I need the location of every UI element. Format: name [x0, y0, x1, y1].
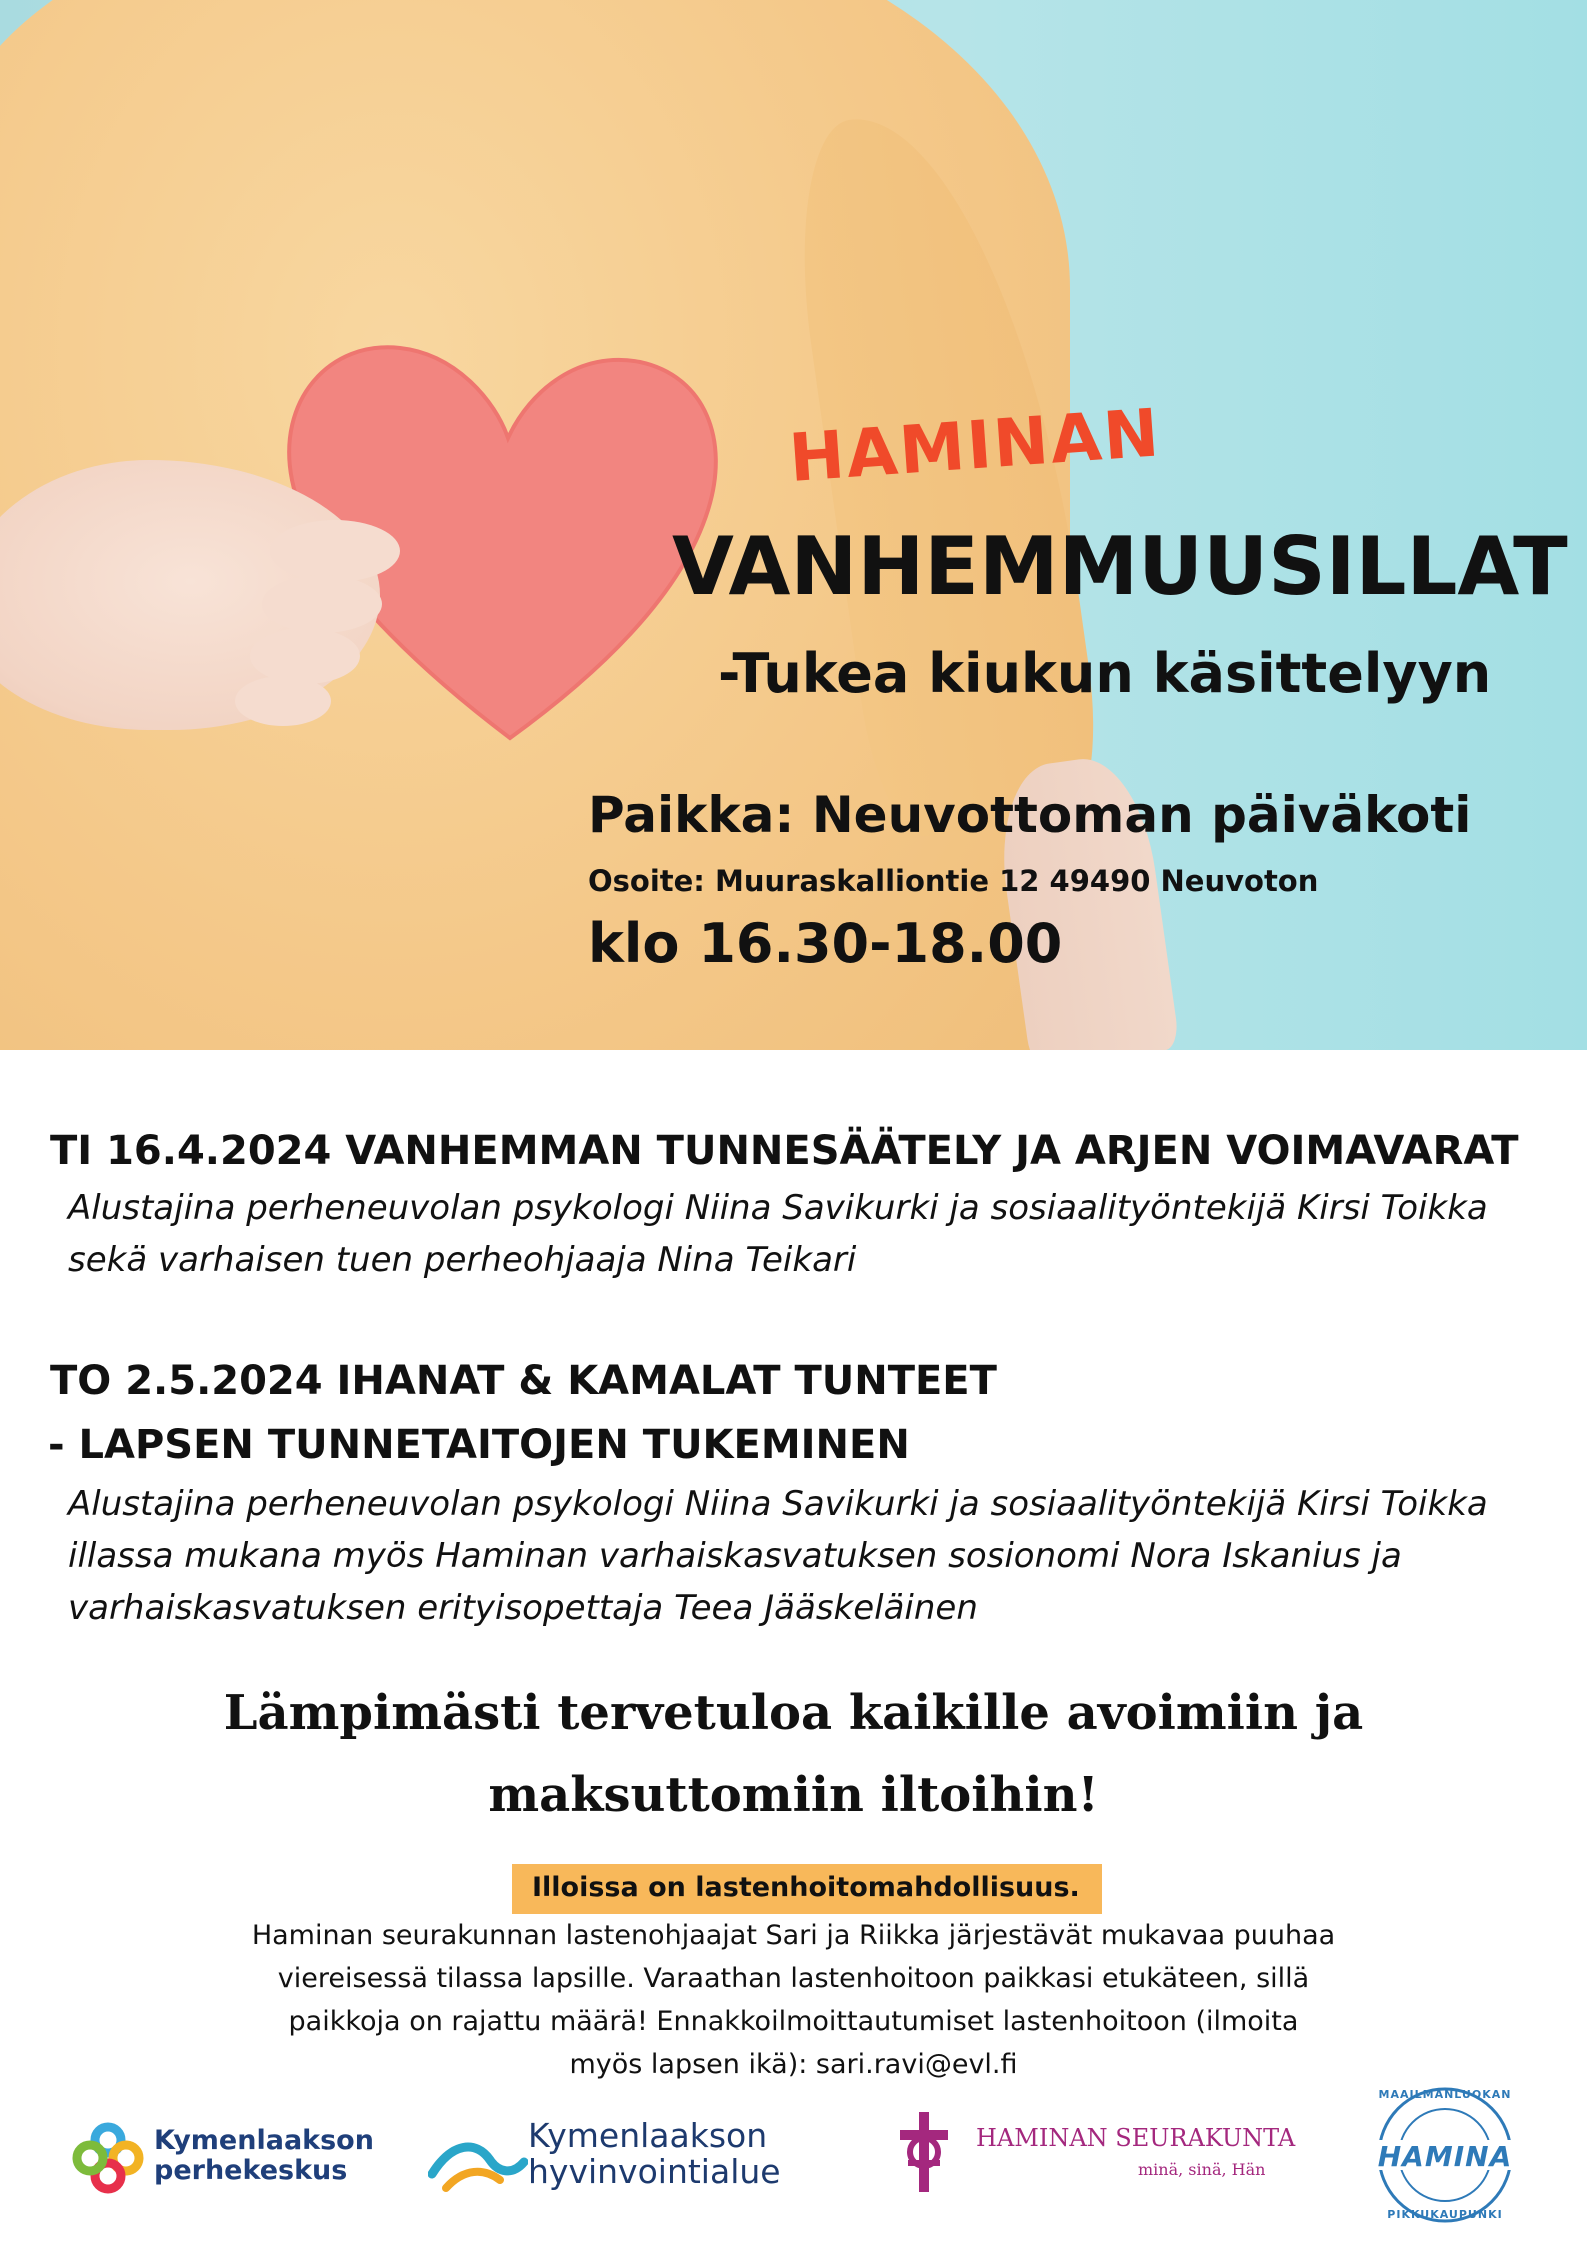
hamina-city-logo [1360, 2080, 1530, 2230]
seurakunta-tagline: minä, sinä, Hän [1138, 2160, 1266, 2179]
perhekeskus-rings-icon [72, 2122, 144, 2194]
event-1-desc [68, 1182, 1488, 1286]
hero-title: VANHEMMUUSILLAT [672, 520, 1568, 613]
event-address: Osoite: Muuraskalliontie 12 49490 Neuvoton [588, 864, 1319, 898]
wave-icon [428, 2132, 528, 2192]
hero-subtitle: -Tukea kiukun käsittelyyn [718, 642, 1492, 705]
hamina-ring-bottom: PIKKUKAUPUNKI [1387, 2208, 1503, 2221]
childcare-line: Haminan seurakunnan lastenohjaajat Sari ja Riikka järjestävät mukavaa puuhaa [251, 1920, 1336, 1951]
event-2-desc-line: illassa mukana myös Haminan varhaiskasvatuksen sosionomi Nora Iskanius ja [68, 1536, 1402, 1576]
finger-shape [250, 628, 360, 684]
hyvinvointialue-line1: Kymenlaakson [528, 2116, 768, 2155]
event-1-desc-line: Alustajina perheneuvolan psykologi Niina Savikurki ja sosiaalityöntekijä Kirsi Toikka [68, 1188, 1488, 1228]
event-place: Paikka: Neuvottoman päiväkoti [588, 786, 1472, 844]
perhekeskus-logo [72, 2118, 372, 2198]
hyvinvointialue-logo [428, 2114, 788, 2204]
perhekeskus-line2: perhekeskus [154, 2155, 348, 2186]
event-2-desc-line: Alustajina perheneuvolan psykologi Niina Savikurki ja sosiaalityöntekijä Kirsi Toikka [68, 1484, 1488, 1524]
childcare-line: viereisessä tilassa lapsille. Varaathan lastenhoitoon paikkasi etukäteen, sillä [277, 1963, 1310, 1994]
seurakunta-name: HAMINAN SEURAKUNTA [976, 2124, 1296, 2152]
event-2-desc [68, 1478, 1488, 1634]
hamina-ring-top: MAAILMANLUOKAN [1378, 2088, 1512, 2101]
childcare-line: myös lapsen ikä): sari.ravi@evl.fi [569, 2049, 1018, 2080]
welcome-line: maksuttomiin iltoihin! [488, 1767, 1099, 1823]
welcome-message [0, 1672, 1587, 1836]
welcome-line: Lämpimästi tervetuloa kaikille avoimiin ja [223, 1685, 1364, 1741]
childcare-badge [512, 1864, 1102, 1914]
church-cross-icon [898, 2112, 950, 2192]
seurakunta-logo [898, 2112, 1296, 2202]
hyvinvointialue-line2: hyvinvointialue [528, 2152, 781, 2191]
event-1-title: TI 16.4.2024 VANHEMMAN TUNNESÄÄTELY JA ARJEN VOIMAVARAT [50, 1128, 1519, 1174]
hero-kicker: HAMINAN [786, 394, 1164, 497]
childcare-info [0, 1914, 1587, 2086]
finger-shape [270, 520, 400, 582]
childcare-badge-text: Illoissa on lastenhoitomahdollisuus. [532, 1872, 1080, 1903]
event-2-title-line2: - LAPSEN TUNNETAITOJEN TUKEMINEN [48, 1422, 910, 1468]
event-time: klo 16.30-18.00 [588, 912, 1063, 975]
event-2-title: TO 2.5.2024 IHANAT & KAMALAT TUNTEET [50, 1358, 997, 1404]
event-1-desc-line: sekä varhaisen tuen perheohjaaja Nina Teikari [68, 1240, 857, 1280]
perhekeskus-line1: Kymenlaakson [154, 2125, 374, 2156]
childcare-line: paikkoja on rajattu määrä! Ennakkoilmoittautumiset lastenhoitoon (ilmoita [288, 2006, 1299, 2037]
finger-shape [235, 676, 331, 726]
finger-shape [262, 575, 382, 633]
event-2-desc-line: varhaiskasvatuksen erityisopettaja Teea Jääskeläinen [68, 1588, 978, 1628]
hamina-wordmark: HAMINA [1377, 2140, 1513, 2173]
